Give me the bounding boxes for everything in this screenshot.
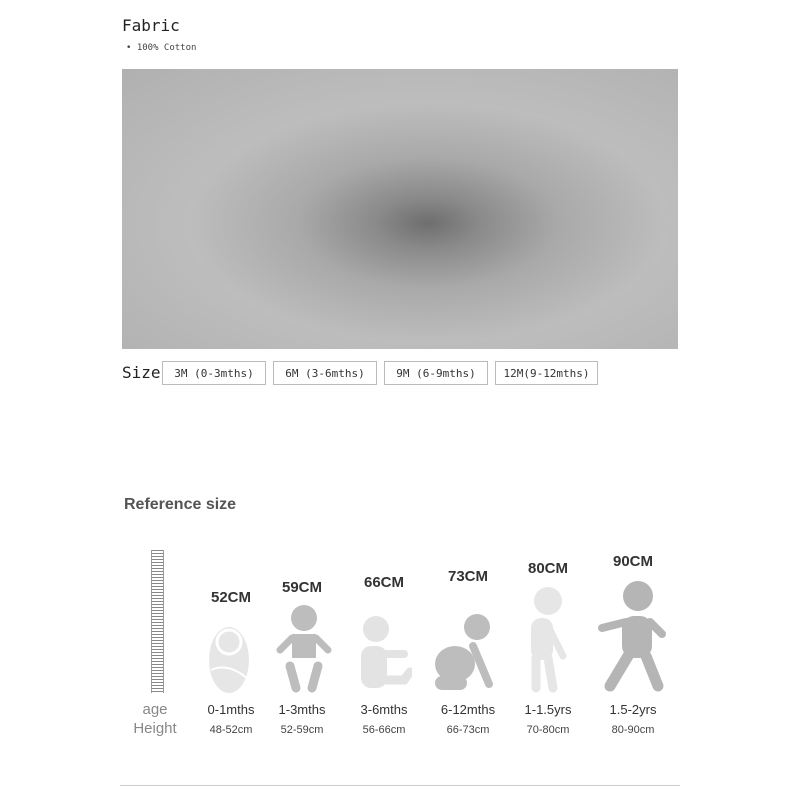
height-value: 56-66cm [362, 724, 406, 736]
size-option-3m[interactable]: 3M (0-3mths) [162, 361, 266, 385]
swaddled-baby-icon [205, 620, 257, 694]
age-value: 3-6mths [360, 702, 408, 717]
height-row-label: Height [133, 720, 177, 737]
age-value: 1.5-2yrs [609, 702, 657, 717]
fabric-title: Fabric [122, 16, 180, 35]
size-option-9m[interactable]: 9M (6-9mths) [384, 361, 488, 385]
fabric-composition: • 100% Cotton [126, 43, 197, 53]
height-value: 66-73cm [446, 724, 490, 736]
size-cm: 66CM [363, 574, 404, 591]
age-value: 6-12mths [440, 702, 496, 717]
ruler-icon [151, 550, 164, 693]
size-cm: 73CM [447, 568, 488, 585]
age-value: 1-3mths [278, 702, 326, 717]
size-label: Size [122, 363, 161, 382]
size-cm: 80CM [527, 560, 568, 577]
standing-toddler-icon [523, 586, 573, 694]
age-value: 0-1mths [207, 702, 255, 717]
infant-icon [276, 604, 332, 694]
height-value: 70-80cm [526, 724, 570, 736]
size-cm: 52CM [210, 589, 251, 606]
divider [120, 785, 680, 786]
crawling-baby-icon [433, 612, 503, 694]
size-cm: 90CM [612, 553, 653, 570]
height-value: 52-59cm [280, 724, 324, 736]
height-value: 80-90cm [611, 724, 655, 736]
size-cm: 59CM [281, 579, 322, 596]
height-value: 48-52cm [209, 724, 253, 736]
age-row-label: age [142, 701, 168, 718]
age-value: 1-1.5yrs [524, 702, 572, 717]
fabric-photo [122, 69, 678, 349]
walking-toddler-icon [596, 580, 668, 694]
sitting-baby-icon [358, 614, 412, 694]
reference-size-title: Reference size [124, 496, 237, 513]
size-option-12m[interactable]: 12M(9-12mths) [495, 361, 598, 385]
size-option-6m[interactable]: 6M (3-6mths) [273, 361, 377, 385]
